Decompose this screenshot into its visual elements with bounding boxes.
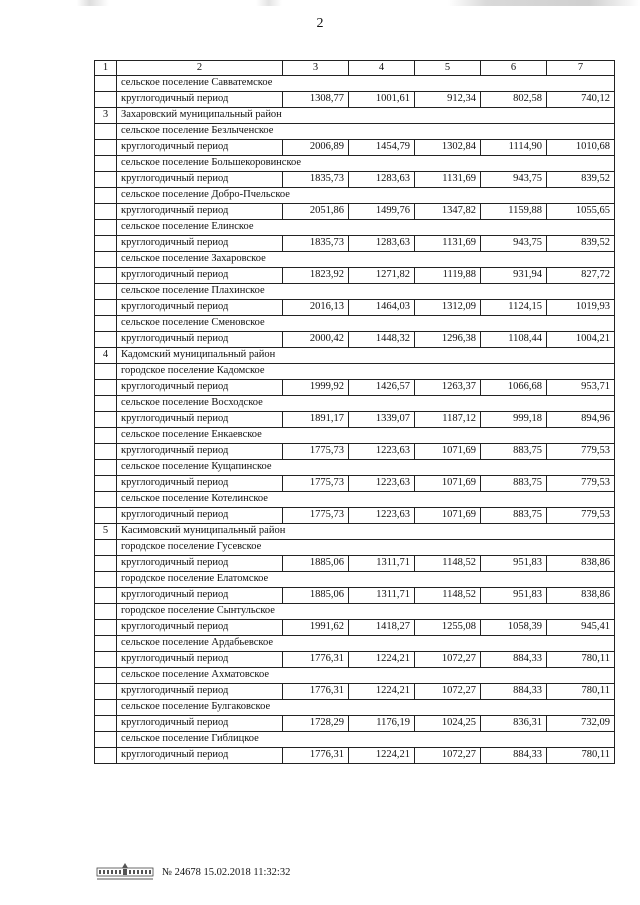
row-number: [95, 556, 117, 572]
settlement-name: сельское поселение Добро-Пчельское: [117, 188, 615, 204]
settlement-row: [95, 124, 615, 140]
table-row: [95, 380, 615, 396]
value-cell: 1339,07: [349, 412, 415, 428]
settlement-row: [95, 636, 615, 652]
tariff-table: [94, 60, 615, 764]
value-cell: 779,53: [547, 476, 615, 492]
value-cell: 1159,88: [481, 204, 547, 220]
value-cell: 1499,76: [349, 204, 415, 220]
value-cell: 1885,06: [283, 588, 349, 604]
settlement-name: сельское поселение Савватемское: [117, 76, 615, 92]
row-number: [95, 540, 117, 556]
value-cell: 1835,73: [283, 172, 349, 188]
row-number: [95, 572, 117, 588]
row-number: [95, 636, 117, 652]
period-label: круглогодичный период: [117, 380, 283, 396]
value-cell: 1148,52: [415, 588, 481, 604]
settlement-row: [95, 700, 615, 716]
value-cell: 1072,27: [415, 684, 481, 700]
value-cell: 1223,63: [349, 508, 415, 524]
period-label: круглогодичный период: [117, 684, 283, 700]
header-cell: 3: [283, 61, 349, 76]
row-number: [95, 412, 117, 428]
value-cell: 1775,73: [283, 508, 349, 524]
value-cell: 732,09: [547, 716, 615, 732]
value-cell: 1296,38: [415, 332, 481, 348]
header-cell: 2: [117, 61, 283, 76]
value-cell: 1991,62: [283, 620, 349, 636]
row-number: [95, 700, 117, 716]
row-number: [95, 204, 117, 220]
row-number: [95, 76, 117, 92]
district-row: [95, 108, 615, 124]
district-row: [95, 348, 615, 364]
period-label: круглогодичный период: [117, 588, 283, 604]
row-number: [95, 220, 117, 236]
value-cell: 780,11: [547, 684, 615, 700]
district-name: Захаровский муниципальный район: [117, 108, 615, 124]
row-number: [95, 684, 117, 700]
row-number: [95, 508, 117, 524]
value-cell: 1055,65: [547, 204, 615, 220]
header-cell: 6: [481, 61, 547, 76]
row-number: [95, 604, 117, 620]
table-row: [95, 332, 615, 348]
value-cell: 1071,69: [415, 444, 481, 460]
value-cell: 2016,13: [283, 300, 349, 316]
table-row: [95, 620, 615, 636]
value-cell: 1776,31: [283, 748, 349, 764]
value-cell: 1114,90: [481, 140, 547, 156]
district-row: [95, 524, 615, 540]
settlement-row: [95, 428, 615, 444]
value-cell: 1224,21: [349, 748, 415, 764]
value-cell: 1019,93: [547, 300, 615, 316]
row-number: [95, 716, 117, 732]
settlement-row: [95, 540, 615, 556]
value-cell: 943,75: [481, 172, 547, 188]
settlement-row: [95, 396, 615, 412]
settlement-row: [95, 220, 615, 236]
settlement-name: городское поселение Сынтульское: [117, 604, 615, 620]
row-number: [95, 332, 117, 348]
row-number: [95, 620, 117, 636]
row-number: [95, 492, 117, 508]
period-label: круглогодичный период: [117, 92, 283, 108]
settlement-row: [95, 364, 615, 380]
period-label: круглогодичный период: [117, 444, 283, 460]
value-cell: 827,72: [547, 268, 615, 284]
settlement-name: сельское поселение Котелинское: [117, 492, 615, 508]
value-cell: 1347,82: [415, 204, 481, 220]
row-number: [95, 156, 117, 172]
header-cell: 1: [95, 61, 117, 76]
header-cell: 5: [415, 61, 481, 76]
value-cell: 1823,92: [283, 268, 349, 284]
value-cell: 883,75: [481, 508, 547, 524]
settlement-name: городское поселение Гусевское: [117, 540, 615, 556]
settlement-row: [95, 732, 615, 748]
value-cell: 1010,68: [547, 140, 615, 156]
row-number: [95, 380, 117, 396]
value-cell: 1176,19: [349, 716, 415, 732]
value-cell: 943,75: [481, 236, 547, 252]
table-row: [95, 556, 615, 572]
value-cell: 1283,63: [349, 236, 415, 252]
settlement-row: [95, 604, 615, 620]
settlement-name: сельское поселение Захаровское: [117, 252, 615, 268]
row-number: [95, 268, 117, 284]
value-cell: 1255,08: [415, 620, 481, 636]
value-cell: 1999,92: [283, 380, 349, 396]
settlement-name: сельское поселение Енкаевское: [117, 428, 615, 444]
row-number: [95, 300, 117, 316]
row-number: [95, 652, 117, 668]
row-number: [95, 188, 117, 204]
value-cell: 1224,21: [349, 652, 415, 668]
row-number: [95, 732, 117, 748]
period-label: круглогодичный период: [117, 172, 283, 188]
row-number: [95, 444, 117, 460]
settlement-row: [95, 156, 615, 172]
table-row: [95, 268, 615, 284]
header-cell: 7: [547, 61, 615, 76]
row-number: [95, 668, 117, 684]
period-label: круглогодичный период: [117, 652, 283, 668]
value-cell: 1223,63: [349, 444, 415, 460]
row-number: [95, 140, 117, 156]
value-cell: 836,31: [481, 716, 547, 732]
value-cell: 839,52: [547, 172, 615, 188]
period-label: круглогодичный период: [117, 140, 283, 156]
period-label: круглогодичный период: [117, 476, 283, 492]
value-cell: 1072,27: [415, 652, 481, 668]
row-number: [95, 364, 117, 380]
value-cell: 1448,32: [349, 332, 415, 348]
table-row: [95, 300, 615, 316]
row-number: 4: [95, 348, 117, 364]
row-number: [95, 124, 117, 140]
district-name: Кадомский муниципальный район: [117, 348, 615, 364]
row-number: [95, 460, 117, 476]
settlement-row: [95, 492, 615, 508]
period-label: круглогодичный период: [117, 332, 283, 348]
table-row: [95, 412, 615, 428]
settlement-name: сельское поселение Кущапинское: [117, 460, 615, 476]
row-number: [95, 92, 117, 108]
value-cell: 1131,69: [415, 172, 481, 188]
value-cell: 1891,17: [283, 412, 349, 428]
value-cell: 780,11: [547, 748, 615, 764]
value-cell: 1312,09: [415, 300, 481, 316]
settlement-row: [95, 284, 615, 300]
header-cell: 4: [349, 61, 415, 76]
settlement-row: [95, 460, 615, 476]
settlement-row: [95, 316, 615, 332]
value-cell: 839,52: [547, 236, 615, 252]
settlement-row: [95, 252, 615, 268]
settlement-row: [95, 668, 615, 684]
value-cell: 1071,69: [415, 508, 481, 524]
period-label: круглогодичный период: [117, 412, 283, 428]
value-cell: 802,58: [481, 92, 547, 108]
value-cell: 1148,52: [415, 556, 481, 572]
value-cell: 1728,29: [283, 716, 349, 732]
period-label: круглогодичный период: [117, 236, 283, 252]
period-label: круглогодичный период: [117, 748, 283, 764]
period-label: круглогодичный период: [117, 556, 283, 572]
value-cell: 780,11: [547, 652, 615, 668]
row-number: [95, 588, 117, 604]
value-cell: 1058,39: [481, 620, 547, 636]
settlement-name: сельское поселение Сменовское: [117, 316, 615, 332]
period-label: круглогодичный период: [117, 300, 283, 316]
settlement-row: [95, 188, 615, 204]
document-footer: [96, 862, 290, 882]
value-cell: 1108,44: [481, 332, 547, 348]
row-number: [95, 172, 117, 188]
value-cell: 883,75: [481, 476, 547, 492]
settlement-name: сельское поселение Булгаковское: [117, 700, 615, 716]
registry-logo-icon: [96, 862, 154, 882]
value-cell: 1775,73: [283, 476, 349, 492]
table-row: [95, 748, 615, 764]
value-cell: 1131,69: [415, 236, 481, 252]
settlement-name: сельское поселение Плахинское: [117, 284, 615, 300]
value-cell: 779,53: [547, 508, 615, 524]
table-row: [95, 236, 615, 252]
value-cell: 1001,61: [349, 92, 415, 108]
value-cell: 1311,71: [349, 588, 415, 604]
settlement-name: сельское поселение Ахматовское: [117, 668, 615, 684]
row-number: [95, 284, 117, 300]
table-row: [95, 716, 615, 732]
value-cell: 1311,71: [349, 556, 415, 572]
value-cell: 1223,63: [349, 476, 415, 492]
value-cell: 894,96: [547, 412, 615, 428]
value-cell: 1224,21: [349, 684, 415, 700]
page-number: 2: [316, 16, 324, 31]
value-cell: 838,86: [547, 556, 615, 572]
value-cell: 1071,69: [415, 476, 481, 492]
value-cell: 2051,86: [283, 204, 349, 220]
row-number: 5: [95, 524, 117, 540]
document-registration-number: № 24678 15.02.2018 11:32:32: [162, 866, 291, 878]
value-cell: 1004,21: [547, 332, 615, 348]
row-number: [95, 476, 117, 492]
value-cell: 838,86: [547, 588, 615, 604]
value-cell: 1418,27: [349, 620, 415, 636]
row-number: [95, 428, 117, 444]
value-cell: 1308,77: [283, 92, 349, 108]
period-label: круглогодичный период: [117, 508, 283, 524]
table-row: [95, 172, 615, 188]
settlement-name: сельское поселение Ардабьевское: [117, 636, 615, 652]
value-cell: 1426,57: [349, 380, 415, 396]
settlement-name: сельское поселение Восходское: [117, 396, 615, 412]
value-cell: 1124,15: [481, 300, 547, 316]
value-cell: 951,83: [481, 556, 547, 572]
table-header-row: [95, 61, 615, 76]
value-cell: 1187,12: [415, 412, 481, 428]
settlement-name: сельское поселение Большекоровинское: [117, 156, 615, 172]
table-row: [95, 92, 615, 108]
value-cell: 884,33: [481, 652, 547, 668]
value-cell: 1283,63: [349, 172, 415, 188]
value-cell: 1885,06: [283, 556, 349, 572]
settlement-name: сельское поселение Гиблицкое: [117, 732, 615, 748]
value-cell: 1776,31: [283, 684, 349, 700]
value-cell: 912,34: [415, 92, 481, 108]
row-number: [95, 316, 117, 332]
value-cell: 1775,73: [283, 444, 349, 460]
settlement-name: сельское поселение Елинское: [117, 220, 615, 236]
value-cell: 1066,68: [481, 380, 547, 396]
row-number: [95, 252, 117, 268]
value-cell: 1271,82: [349, 268, 415, 284]
table-row: [95, 684, 615, 700]
settlement-row: [95, 76, 615, 92]
value-cell: 1263,37: [415, 380, 481, 396]
row-number: [95, 236, 117, 252]
period-label: круглогодичный период: [117, 620, 283, 636]
period-label: круглогодичный период: [117, 716, 283, 732]
table-row: [95, 444, 615, 460]
value-cell: 740,12: [547, 92, 615, 108]
table-row: [95, 652, 615, 668]
settlement-name: городское поселение Елатомское: [117, 572, 615, 588]
scan-artifact: [0, 0, 640, 6]
value-cell: 931,94: [481, 268, 547, 284]
value-cell: 945,41: [547, 620, 615, 636]
table-row: [95, 508, 615, 524]
value-cell: 1835,73: [283, 236, 349, 252]
row-number: 3: [95, 108, 117, 124]
value-cell: 1119,88: [415, 268, 481, 284]
row-number: [95, 748, 117, 764]
value-cell: 1454,79: [349, 140, 415, 156]
value-cell: 779,53: [547, 444, 615, 460]
tariff-table-body: [95, 61, 615, 764]
value-cell: 1302,84: [415, 140, 481, 156]
period-label: круглогодичный период: [117, 204, 283, 220]
value-cell: 951,83: [481, 588, 547, 604]
value-cell: 1776,31: [283, 652, 349, 668]
value-cell: 953,71: [547, 380, 615, 396]
value-cell: 1024,25: [415, 716, 481, 732]
value-cell: 884,33: [481, 748, 547, 764]
settlement-name: городское поселение Кадомское: [117, 364, 615, 380]
value-cell: 883,75: [481, 444, 547, 460]
row-number: [95, 396, 117, 412]
period-label: круглогодичный период: [117, 268, 283, 284]
table-row: [95, 476, 615, 492]
table-row: [95, 204, 615, 220]
value-cell: 999,18: [481, 412, 547, 428]
value-cell: 1072,27: [415, 748, 481, 764]
value-cell: 2006,89: [283, 140, 349, 156]
value-cell: 1464,03: [349, 300, 415, 316]
district-name: Касимовский муниципальный район: [117, 524, 615, 540]
settlement-row: [95, 572, 615, 588]
value-cell: 2000,42: [283, 332, 349, 348]
settlement-name: сельское поселение Безлыченское: [117, 124, 615, 140]
value-cell: 884,33: [481, 684, 547, 700]
table-row: [95, 140, 615, 156]
table-row: [95, 588, 615, 604]
